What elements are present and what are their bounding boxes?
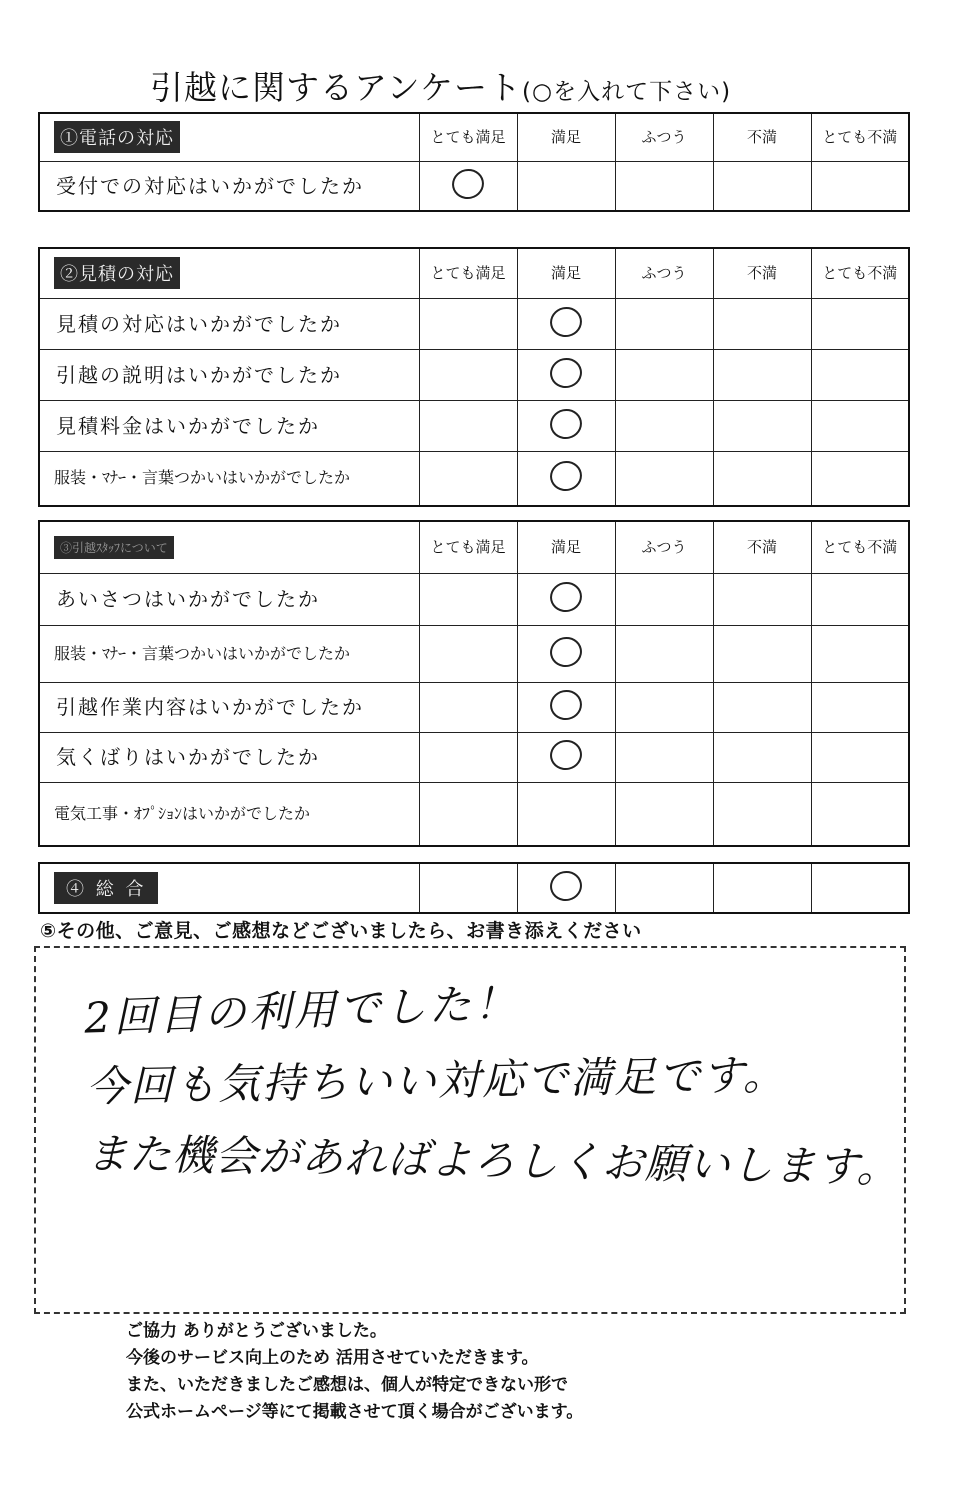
answer-cell[interactable] [713, 732, 811, 782]
scale-header-dissatisfied: 不満 [713, 521, 811, 573]
section-header [39, 863, 419, 913]
section-label: ②見積の対応 [54, 257, 180, 289]
answer-cell[interactable] [419, 625, 517, 682]
answer-cell[interactable] [811, 400, 909, 451]
answer-cell[interactable] [811, 782, 909, 846]
question-text: 気くばりはいかがでしたか [39, 732, 419, 782]
question-row [39, 782, 909, 846]
title-main: 引越に関するアンケート [150, 68, 523, 107]
section-label: ④ 総 合 [54, 872, 158, 904]
question-text: 受付での対応はいかがでしたか [39, 161, 419, 211]
footer-line: 今後のサービス向上のため 活用させていただきます。 [126, 1348, 539, 1368]
answer-cell[interactable] [419, 349, 517, 400]
answer-cell[interactable] [517, 298, 615, 349]
scale-header-satisfied: 満足 [517, 248, 615, 298]
scale-header-satisfied: 満足 [517, 113, 615, 161]
comment-prompt: ⑤その他、ご意見、ご感想などございましたら、お書き添えください [40, 920, 642, 942]
answer-cell[interactable] [419, 682, 517, 732]
question-row [39, 298, 909, 349]
circle-mark-icon [547, 304, 585, 340]
answer-cell[interactable] [615, 863, 713, 913]
question-text: 見積料金はいかがでしたか [39, 400, 419, 451]
section-staff [38, 520, 910, 847]
section-phone [38, 112, 910, 212]
section-estimate [38, 247, 910, 507]
answer-cell[interactable] [811, 732, 909, 782]
section-header [39, 521, 419, 573]
answer-cell[interactable] [811, 349, 909, 400]
section-overall [38, 862, 910, 914]
answer-cell[interactable] [517, 349, 615, 400]
answer-cell[interactable] [713, 400, 811, 451]
question-row [39, 682, 909, 732]
answer-cell[interactable] [517, 161, 615, 211]
question-row [39, 451, 909, 506]
scale-header-very-dissatisfied: とても不満 [811, 113, 909, 161]
question-row [39, 400, 909, 451]
question-row [39, 161, 909, 211]
scale-header-very-satisfied: とても満足 [419, 521, 517, 573]
answer-cell[interactable] [419, 782, 517, 846]
answer-cell[interactable] [713, 298, 811, 349]
answer-cell[interactable] [517, 625, 615, 682]
answer-cell[interactable] [713, 782, 811, 846]
answer-cell[interactable] [811, 863, 909, 913]
circle-mark-icon [547, 634, 585, 670]
answer-cell[interactable] [811, 298, 909, 349]
section-header [39, 248, 419, 298]
answer-cell[interactable] [615, 573, 713, 625]
answer-cell[interactable] [713, 682, 811, 732]
section-label: ③引越ｽﾀｯﾌについて [54, 536, 174, 559]
page-title [150, 62, 850, 112]
answer-cell[interactable] [517, 732, 615, 782]
answer-cell[interactable] [615, 451, 713, 506]
answer-cell[interactable] [713, 349, 811, 400]
footer-note [126, 1318, 583, 1426]
scale-header-very-dissatisfied: とても不満 [811, 248, 909, 298]
circle-mark-icon [547, 579, 585, 615]
footer-line: ご協力 ありがとうございました。 [126, 1321, 387, 1341]
section-label: ①電話の対応 [54, 121, 180, 153]
answer-cell[interactable] [811, 625, 909, 682]
answer-cell[interactable] [615, 161, 713, 211]
question-row [39, 625, 909, 682]
answer-cell[interactable] [517, 451, 615, 506]
answer-cell[interactable] [517, 863, 615, 913]
question-row [39, 863, 909, 913]
answer-cell[interactable] [419, 732, 517, 782]
question-text: あいさつはいかがでしたか [39, 573, 419, 625]
circle-mark-icon [547, 458, 585, 494]
answer-cell[interactable] [713, 863, 811, 913]
comment-line: また機会があればよろしくお願いします。 [85, 1128, 900, 1193]
answer-cell[interactable] [713, 161, 811, 211]
answer-cell[interactable] [419, 573, 517, 625]
question-text: 引越の説明はいかがでしたか [39, 349, 419, 400]
question-text: 引越作業内容はいかがでしたか [39, 682, 419, 732]
question-row [39, 349, 909, 400]
section-header [39, 113, 419, 161]
answer-cell[interactable] [811, 682, 909, 732]
question-text: 服装・ﾏﾅｰ・言葉つかいはいかがでしたか [39, 625, 419, 682]
answer-cell[interactable] [419, 161, 517, 211]
answer-cell[interactable] [419, 863, 517, 913]
answer-cell[interactable] [811, 451, 909, 506]
answer-cell[interactable] [811, 573, 909, 625]
comment-line: 2回目の利用でした！ [83, 978, 520, 1043]
answer-cell[interactable] [517, 782, 615, 846]
question-row [39, 573, 909, 625]
answer-cell[interactable] [517, 682, 615, 732]
scale-header-dissatisfied: 不満 [713, 248, 811, 298]
footer-line: 公式ホームページ等にて掲載させて頂く場合がございます。 [126, 1402, 584, 1422]
scale-header-very-satisfied: とても満足 [419, 113, 517, 161]
circle-mark-icon [547, 868, 585, 904]
circle-mark-icon [547, 355, 585, 391]
scale-header-neutral: ふつう [615, 521, 713, 573]
answer-cell[interactable] [713, 451, 811, 506]
circle-mark-icon [547, 687, 585, 723]
circle-mark-icon [547, 737, 585, 773]
answer-cell[interactable] [713, 573, 811, 625]
comment-box[interactable] [34, 946, 906, 1314]
circle-mark-icon [449, 166, 487, 202]
circle-mark-icon [547, 406, 585, 442]
answer-cell[interactable] [811, 161, 909, 211]
answer-cell[interactable] [419, 451, 517, 506]
answer-cell[interactable] [615, 298, 713, 349]
answer-cell[interactable] [615, 682, 713, 732]
footer-line: また、いただきましたご感想は、個人が特定できない形で [126, 1375, 568, 1395]
answer-cell[interactable] [615, 400, 713, 451]
answer-cell[interactable] [615, 625, 713, 682]
question-text: 服装・ﾏﾅｰ・言葉つかいはいかがでしたか [39, 451, 419, 506]
answer-cell[interactable] [713, 625, 811, 682]
title-note: (○を入れて下さい) [522, 79, 732, 105]
answer-cell[interactable] [517, 573, 615, 625]
answer-cell[interactable] [419, 400, 517, 451]
answer-cell[interactable] [419, 298, 517, 349]
answer-cell[interactable] [615, 732, 713, 782]
comment-line: 今回も気持ちいい対応で満足です。 [85, 1049, 788, 1112]
scale-header-very-dissatisfied: とても不満 [811, 521, 909, 573]
answer-cell[interactable] [615, 349, 713, 400]
scale-header-satisfied: 満足 [517, 521, 615, 573]
question-text: 電気工事・ｵﾌﾟｼｮﾝはいかがでしたか [39, 782, 419, 846]
scale-header-neutral: ふつう [615, 113, 713, 161]
answer-cell[interactable] [517, 400, 615, 451]
scale-header-neutral: ふつう [615, 248, 713, 298]
answer-cell[interactable] [615, 782, 713, 846]
question-text: 見積の対応はいかがでしたか [39, 298, 419, 349]
scale-header-very-satisfied: とても満足 [419, 248, 517, 298]
question-row [39, 732, 909, 782]
scale-header-dissatisfied: 不満 [713, 113, 811, 161]
